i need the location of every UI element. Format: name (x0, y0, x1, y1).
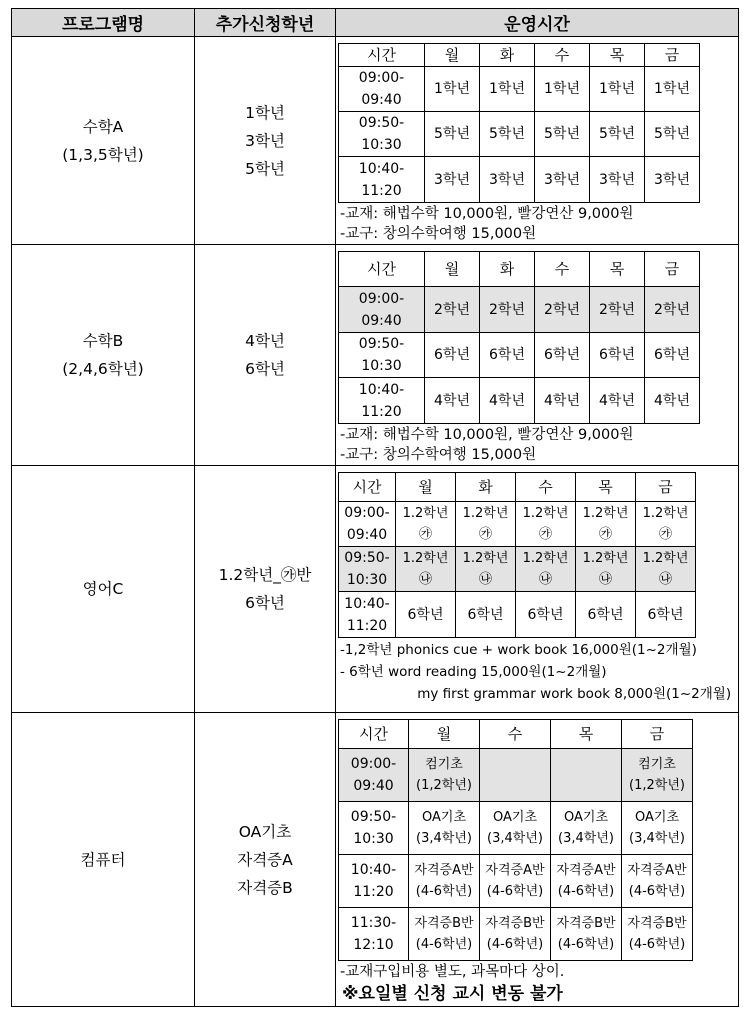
time-slot: 09:50- 10:30 (339, 112, 425, 157)
program-name: 수학A (1,3,5학년) (12, 37, 195, 245)
program-notes: -교재구입비용 별도, 과목마다 상이. (340, 964, 565, 980)
header-row (12, 9, 739, 37)
program-grades: 4학년 6학년 (195, 245, 336, 466)
program-grades: 1.2학년_㉮반 6학년 (195, 466, 336, 713)
program-notes: -교재: 해법수학 10,000원, 빨강연산 9,000원 -교구: 창의수학여행 15,000원 (340, 427, 634, 463)
program-timetable (336, 713, 739, 1007)
program-name: 영어C (12, 466, 195, 713)
timetable-header-row: 시간 월 화 수 목 금 (339, 252, 700, 287)
program-timetable (336, 37, 739, 245)
time-slot: 10:40- 11:20 (339, 157, 425, 203)
program-row-math-b (12, 245, 739, 466)
program-row-math-a (12, 37, 739, 245)
time-slot: 09:50- 10:30 (339, 333, 425, 378)
timetable-header-row: 시간 월 수 목 금 (339, 720, 693, 749)
timetable-header-row: 시간 월 화 수 목 금 (339, 44, 700, 67)
time-slot: 11:30- 12:10 (339, 908, 409, 961)
program-timetable (336, 245, 739, 466)
timetable-row: 09:00- 09:40 컴기초 (1,2학년) 컴기초 (1,2학년) (339, 749, 693, 802)
timetable-row: 09:50- 10:30 5학년 5학년 5학년 5학년 5학년 (339, 112, 700, 157)
timetable-row: 10:40- 11:20 3학년 3학년 3학년 3학년 3학년 (339, 157, 700, 203)
timetable-row: 10:40- 11:20 6학년 6학년 6학년 6학년 6학년 (339, 592, 696, 638)
header-grade: 추가신청학년 (195, 9, 336, 37)
time-slot: 09:00- 09:40 (339, 749, 409, 802)
program-row-computer (12, 713, 739, 1007)
time-slot: 09:00- 09:40 (339, 502, 396, 547)
timetable-row: 10:40- 11:20 자격증A반 (4-6학년) 자격증A반 (4-6학년) 자격증A반 (4-6학년) 자격증A반 (4-6학년) (339, 855, 693, 908)
timetable-row: 09:50- 10:30 OA기초 (3,4학년) OA기초 (3,4학년) OA기초 (3,4학년) OA기초 (3,4학년) (339, 802, 693, 855)
time-slot: 09:00- 09:40 (339, 287, 425, 333)
timetable (338, 43, 700, 203)
time-slot: 09:50- 10:30 (339, 802, 409, 855)
program-timetable (336, 466, 739, 713)
timetable-row: 09:50- 10:30 1.2학년 ㉯ 1.2학년 ㉯ 1.2학년 ㉯ 1.2학년 ㉯ 1.2학년 ㉯ (339, 547, 696, 592)
timetable-row: 09:00- 09:40 1.2학년 ㉮ 1.2학년 ㉮ 1.2학년 ㉮ 1.2학년 ㉮ 1.2학년 ㉮ (339, 502, 696, 547)
empty-cell (551, 749, 622, 802)
time-slot: 10:40- 11:20 (339, 592, 396, 638)
program-notes: -교재: 해법수학 10,000원, 빨강연산 9,000원 -교구: 창의수학여행 15,000원 (340, 206, 634, 242)
program-notes: -1,2학년 phonics cue + work book 16,000원(1~2개월) - 6학년 word reading 15,000원(1~2개월) my first grammar work book 8,000원(1~2개월) (340, 642, 732, 702)
program-name: 컴퓨터 (12, 713, 195, 1007)
time-slot: 09:00- 09:40 (339, 67, 425, 112)
timetable-row: 09:00- 09:40 2학년 2학년 2학년 2학년 2학년 (339, 287, 700, 333)
header-time: 운영시간 (336, 9, 739, 37)
warning-text: ※요일별 신청 교시 변동 불가 (342, 984, 563, 1004)
program-grades: OA기초 자격증A 자격증B (195, 713, 336, 1007)
time-slot: 09:50- 10:30 (339, 547, 396, 592)
timetable-row: 09:50- 10:30 6학년 6학년 6학년 6학년 6학년 (339, 333, 700, 378)
timetable (338, 472, 696, 638)
empty-cell (480, 749, 551, 802)
timetable (338, 251, 700, 424)
timetable-row: 09:00- 09:40 1학년 1학년 1학년 1학년 1학년 (339, 67, 700, 112)
timetable-header-row: 시간 월 화 수 목 금 (339, 473, 696, 502)
header-program: 프로그램명 (12, 9, 195, 37)
program-grades: 1학년 3학년 5학년 (195, 37, 336, 245)
timetable-row: 11:30- 12:10 자격증B반 (4-6학년) 자격증B반 (4-6학년) 자격증B반 (4-6학년) 자격증B반 (4-6학년) (339, 908, 693, 961)
program-schedule-table (11, 8, 739, 1007)
time-slot: 10:40- 11:20 (339, 378, 425, 424)
program-row-english-c (12, 466, 739, 713)
time-slot: 10:40- 11:20 (339, 855, 409, 908)
timetable-row: 10:40- 11:20 4학년 4학년 4학년 4학년 4학년 (339, 378, 700, 424)
timetable (338, 719, 693, 961)
program-name: 수학B (2,4,6학년) (12, 245, 195, 466)
